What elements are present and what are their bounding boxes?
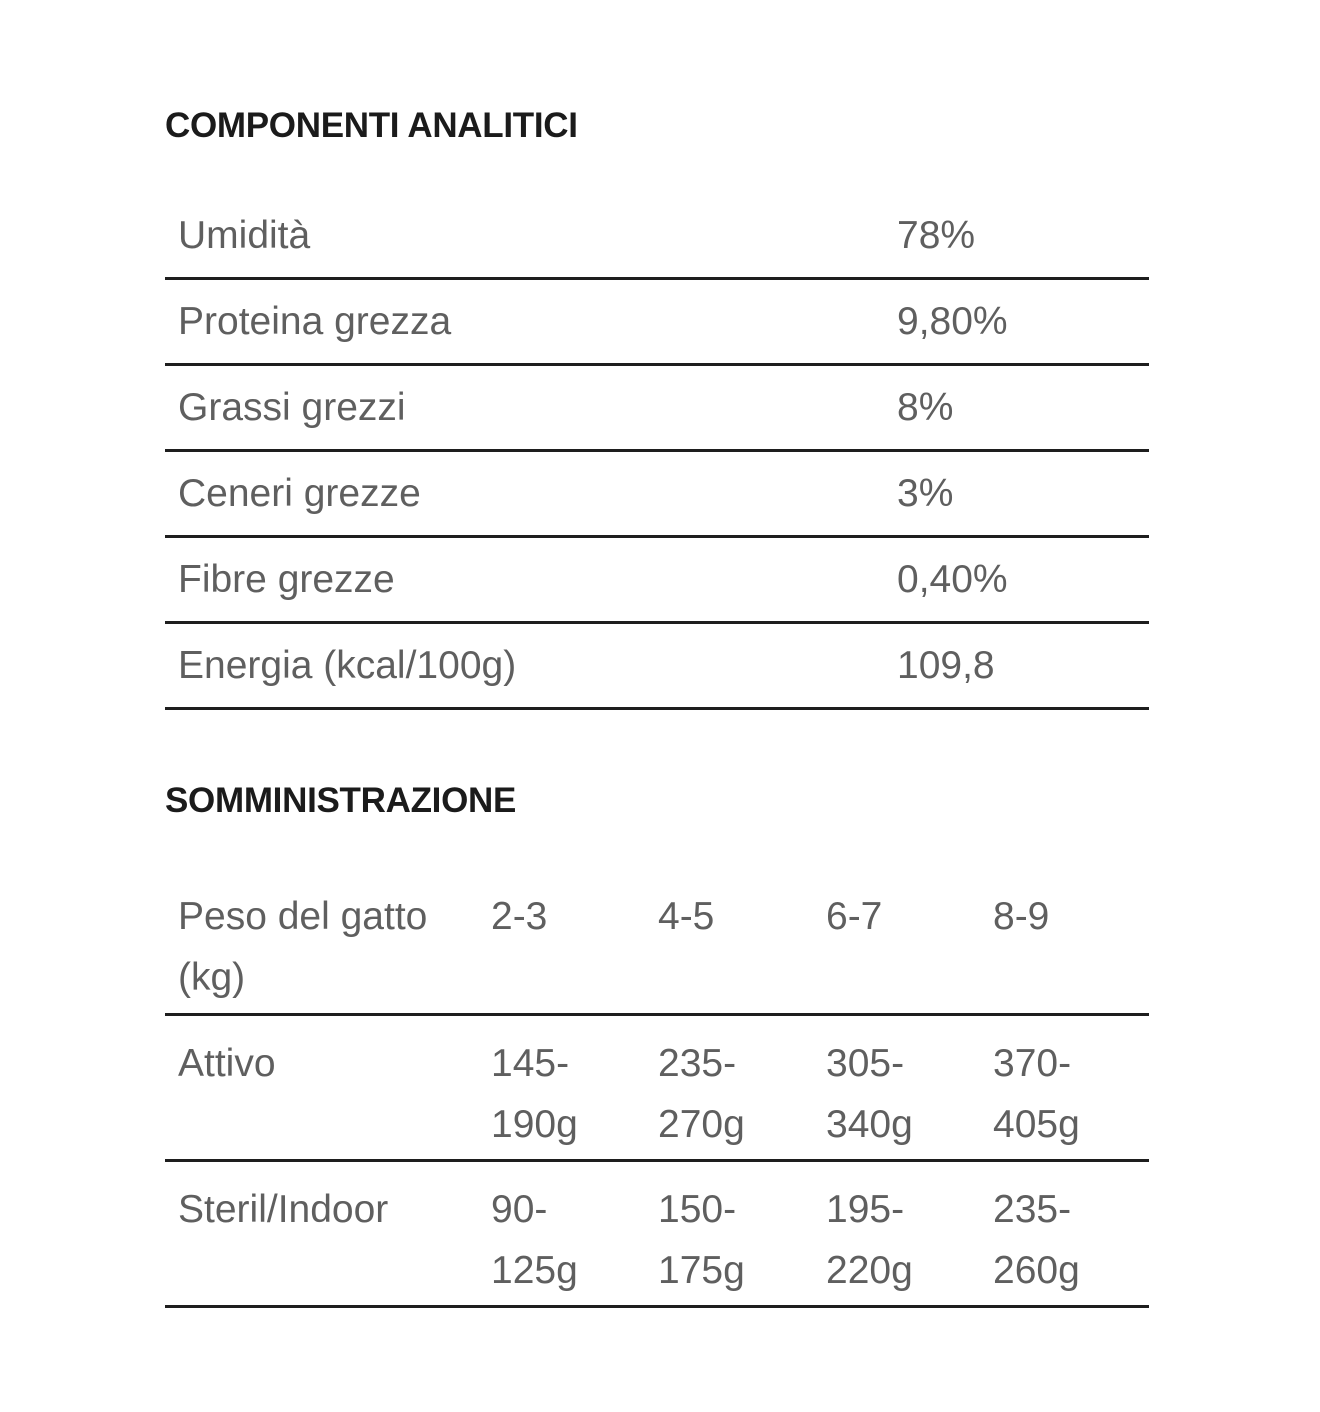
- feeding-amount: [658, 1033, 808, 1155]
- feeding-amount: [826, 1179, 976, 1301]
- table-row: [165, 366, 1149, 452]
- component-name: Grassi grezzi: [178, 386, 406, 429]
- amount-line: 195-: [826, 1188, 905, 1231]
- feeding-amount: [993, 1179, 1143, 1301]
- feeding-row-indoor: [165, 1162, 1149, 1308]
- table-row: [165, 452, 1149, 538]
- analytic-components-title: COMPONENTI ANALITICI: [165, 106, 578, 145]
- amount-line: 235-: [993, 1188, 1072, 1231]
- weight-range-header: 8-9: [993, 895, 1050, 938]
- amount-line: 370-: [993, 1042, 1072, 1085]
- table-row: [165, 280, 1149, 366]
- feeding-amount: [658, 1179, 808, 1301]
- weight-header-line: Peso del gatto: [178, 895, 428, 938]
- amount-line: 340g: [826, 1103, 913, 1146]
- component-name: Energia (kcal/100g): [178, 644, 517, 687]
- feeding-title: SOMMINISTRAZIONE: [165, 781, 517, 820]
- component-name: Proteina grezza: [178, 300, 452, 343]
- feeding-amount: [826, 1033, 976, 1155]
- component-value: 3%: [897, 472, 954, 515]
- amount-line: 125g: [491, 1249, 578, 1292]
- feeding-amount: [993, 1033, 1143, 1155]
- feeding-table: [165, 869, 1149, 1308]
- feeding-row-active: [165, 1016, 1149, 1162]
- amount-line: 270g: [658, 1103, 745, 1146]
- amount-line: 235-: [658, 1042, 737, 1085]
- amount-line: 260g: [993, 1249, 1080, 1292]
- weight-header-unit: (kg): [178, 956, 246, 999]
- amount-line: 305-: [826, 1042, 905, 1085]
- table-row: [165, 624, 1149, 710]
- activity-label: Attivo: [178, 1042, 276, 1085]
- analytic-components-table: [165, 194, 1149, 710]
- table-row: [165, 194, 1149, 280]
- feeding-header-row: [165, 869, 1149, 1016]
- amount-line: 90-: [491, 1188, 548, 1231]
- weight-range-header: 4-5: [658, 895, 715, 938]
- component-value: 78%: [897, 214, 976, 257]
- weight-header-label: [178, 886, 478, 1008]
- component-value: 9,80%: [897, 300, 1008, 343]
- amount-line: 220g: [826, 1249, 913, 1292]
- component-name: Ceneri grezze: [178, 472, 421, 515]
- amount-line: 175g: [658, 1249, 745, 1292]
- amount-line: 190g: [491, 1103, 578, 1146]
- activity-label: Steril/Indoor: [178, 1188, 389, 1231]
- feeding-amount: [491, 1033, 641, 1155]
- amount-line: 405g: [993, 1103, 1080, 1146]
- component-name: Fibre grezze: [178, 558, 395, 601]
- feeding-amount: [491, 1179, 641, 1301]
- weight-range-header: 2-3: [491, 895, 548, 938]
- component-value: 8%: [897, 386, 954, 429]
- component-value: 0,40%: [897, 558, 1008, 601]
- weight-range-header: 6-7: [826, 895, 883, 938]
- amount-line: 145-: [491, 1042, 570, 1085]
- table-row: [165, 538, 1149, 624]
- component-value: 109,8: [897, 644, 995, 687]
- component-name: Umidità: [178, 214, 311, 257]
- amount-line: 150-: [658, 1188, 737, 1231]
